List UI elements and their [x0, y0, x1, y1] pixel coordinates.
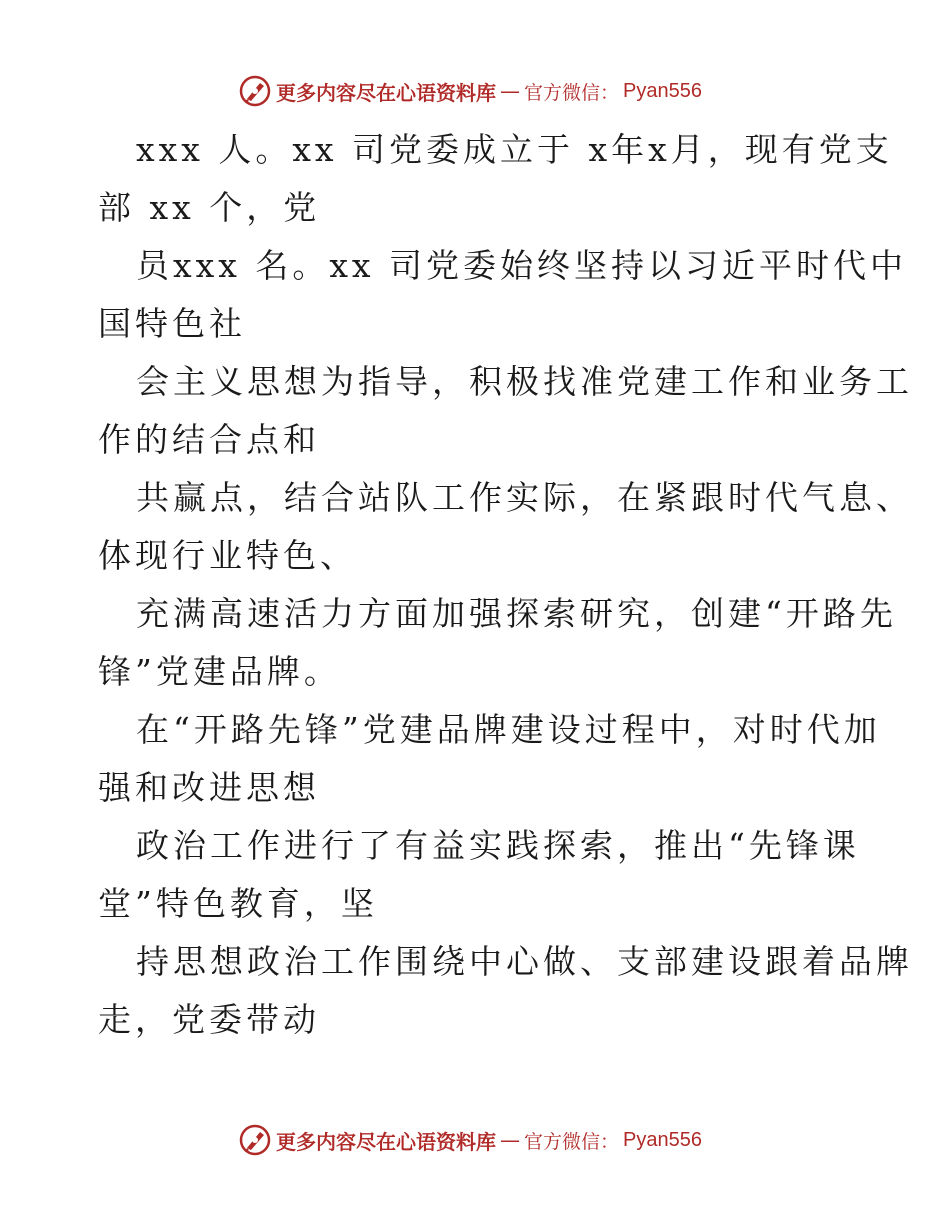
banner-title: 更多内容尽在心语资料库 — [276, 80, 496, 105]
body-line: 锋”党建品牌。 — [98, 652, 341, 691]
banner-wechat-id: Pyan556 — [623, 1128, 702, 1151]
body-line: 共赢点，结合站队工作实际，在紧跟时代气息、 — [136, 478, 913, 517]
body-line: 国特色社 — [98, 304, 246, 343]
body-line: 员xxx 名。xx 司党委始终坚持以习近平时代中 — [136, 246, 908, 285]
banner-wechat-id: Pyan556 — [623, 79, 702, 102]
body-line: 政治工作进行了有益实践探索，推出“先锋课 — [136, 826, 860, 865]
body-line: 作的结合点和 — [98, 420, 320, 459]
banner-wechat-label: 官方微信： — [524, 1130, 620, 1153]
body-line: 体现行业特色、 — [98, 536, 357, 575]
banner-content — [238, 74, 702, 108]
body-line: 会主义思想为指导，积极找准党建工作和业务工 — [136, 362, 913, 401]
body-line: 充满高速活力方面加强探索研究，创建“开路先 — [136, 594, 897, 633]
body-line: 部 xx 个，党 — [98, 188, 321, 227]
body-line: xxx 人。xx 司党委成立于 x年x月，现有党支 — [136, 130, 893, 169]
banner-dash: — — [500, 79, 520, 103]
banner-dash: — — [500, 1128, 520, 1152]
pen-logo-icon — [238, 1123, 272, 1157]
body-line: 在“开路先锋”党建品牌建设过程中，对时代加 — [136, 710, 881, 749]
pen-logo-icon — [238, 74, 272, 108]
body-line: 走，党委带动 — [98, 1000, 320, 1039]
banner-wechat-label: 官方微信： — [524, 81, 620, 104]
footer-banner — [0, 1120, 950, 1160]
banner-content — [238, 1123, 702, 1157]
body-line: 持思想政治工作围绕中心做、支部建设跟着品牌 — [136, 942, 913, 981]
body-line: 强和改进思想 — [98, 768, 320, 807]
banner-title: 更多内容尽在心语资料库 — [276, 1129, 496, 1154]
body-line: 堂”特色教育，坚 — [98, 884, 378, 923]
header-banner — [0, 71, 950, 111]
